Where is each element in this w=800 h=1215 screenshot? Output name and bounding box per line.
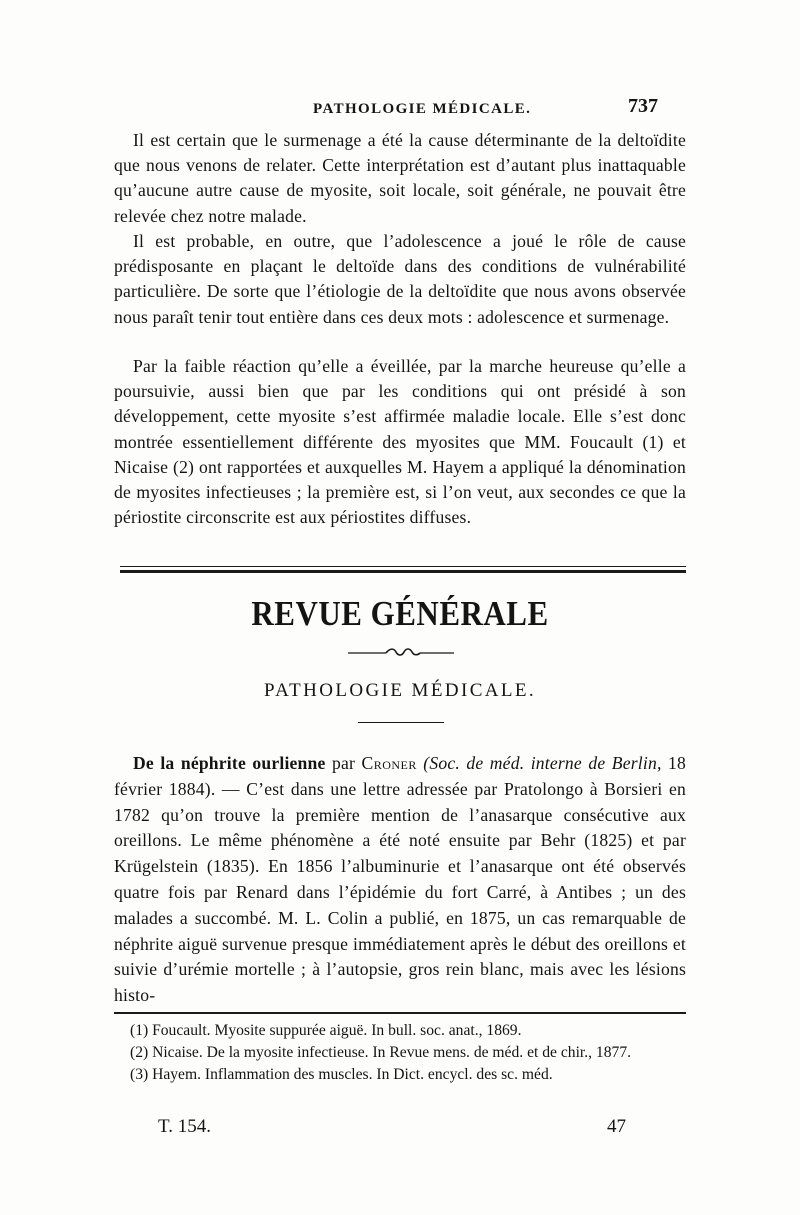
running-header [0, 95, 800, 125]
paragraph: Il est certain que le surmenage a été la cause déterminante de la deltoïdite que nous venons de relater. Cette interprétation est d’autant plus inattaquable qu’aucune autre cause de myosite, soit locale, soit générale, ne pouvait être relevée chez notre malade. [114, 130, 686, 226]
footnote-divider [114, 1012, 686, 1014]
article-paragraph [114, 751, 686, 1009]
article-by: par [331, 753, 356, 773]
volume-signature: T. 154. [158, 1116, 211, 1137]
page-number: 737 [628, 95, 658, 117]
footnote: (1) Foucault. Myosite suppurée aiguë. In bull. soc. anat., 1869. [130, 1022, 522, 1039]
subsection-title: PATHOLOGIE MÉDICALE. [263, 680, 537, 701]
ornament-flourish [348, 646, 454, 658]
running-title: PATHOLOGIE MÉDICALE. [313, 101, 532, 117]
article-author: Croner [361, 753, 417, 773]
section-title: REVUE GÉNÉRALE [251, 593, 549, 634]
signature-number: 47 [607, 1116, 626, 1137]
section-divider [120, 566, 686, 573]
article-source: (Soc. de méd. interne de Berlin, [423, 753, 662, 773]
article-title: De la néphrite ourlienne [133, 753, 326, 773]
article-body: 18 février 1884). — C’est dans une lettre adressée par Pratolongo à Borsieri en 1782 qu’on trouve la première mention de l’anasarque consécutive aux oreillons. Le même phénomène a été noté ensuite par Behr (1825) et par Krügelstein (1835). En 1856 l’albuminurie et l’anasarque ont été observés quatre fois par Renard dans l’épidémie du fort Carré, à Antibes ; un des malades a succombé. M. L. Colin a publié, en 1875, un cas remarquable de néphrite aiguë survenue presque immédiatement après le début des oreillons et suivie d’urémie mortelle ; à l’autopsie, gros rein blanc, mais avec les lésions histo- [114, 753, 686, 1006]
paragraph: Il est probable, en outre, que l’adolescence a joué le rôle de cause prédisposante en plaçant le deltoïde dans des conditions de vulnérabilité particulière. De sorte que l’étiologie de la deltoïdite que nous avons observée nous paraît tenir tout entière dans ces deux mots : adolescence et surmenage. [114, 231, 686, 327]
footnote: (3) Hayem. Inflammation des muscles. In Dict. encycl. des sc. méd. [130, 1066, 553, 1083]
footnote: (2) Nicaise. De la myosite infectieuse. In Revue mens. de méd. et de chir., 1877. [130, 1044, 632, 1061]
paragraph: Par la faible réaction qu’elle a éveillée, par la marche heureuse qu’elle a poursuivie, aussi bien que par les conditions qui ont présidé à son développement, cette myosite s’est affirmée maladie locale. Elle s’est donc montrée essentiellement différente des myosites que MM. Foucault (1) et Nicaise (2) ont rapportées et auxquelles M. Hayem a appliqué la dénomination de myosites infectieuses ; la première est, si l’on veut, aux secondes ce que la périostite circonscrite est aux périostites diffuses. [114, 356, 686, 528]
footnotes [114, 1020, 686, 1086]
short-divider [358, 722, 444, 723]
